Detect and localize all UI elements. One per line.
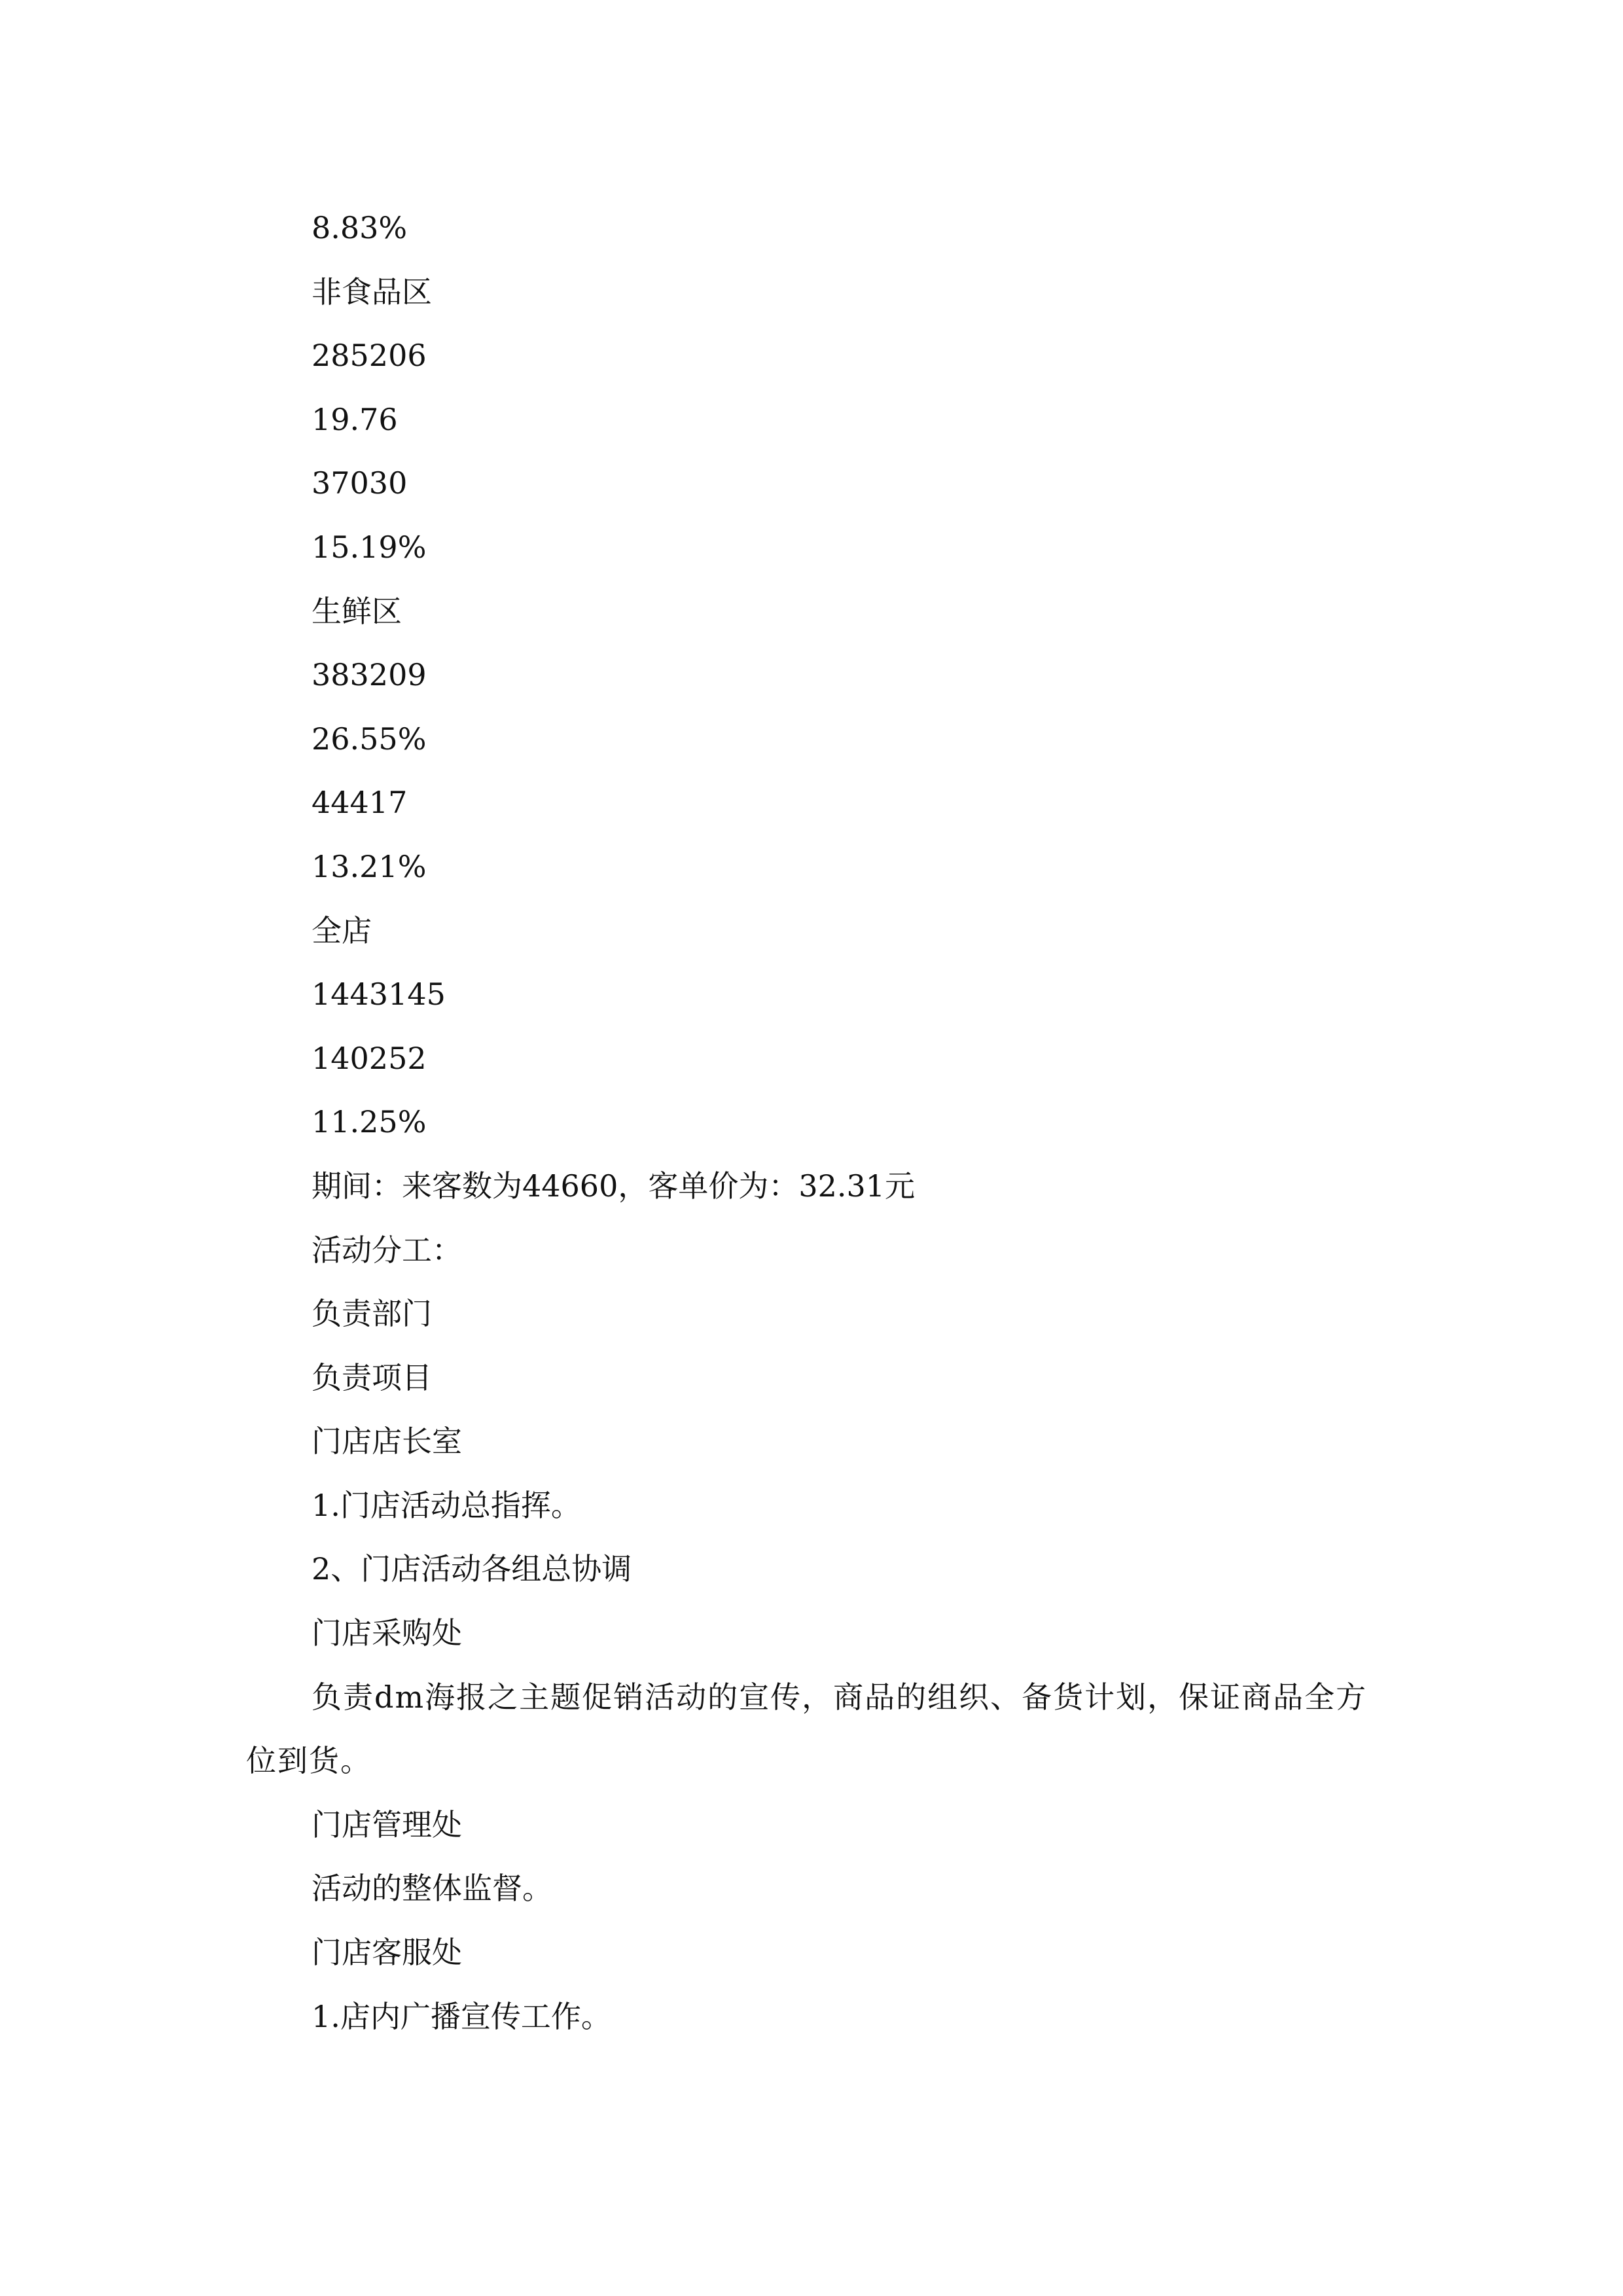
text-line-purchasing-dept: 门店采购处 <box>312 1615 462 1651</box>
text-line-rate-4: 13.21% <box>312 848 427 884</box>
text-line-manager-duty-2: 2、门店活动各组总协调 <box>312 1551 632 1587</box>
text-line-value-3: 37030 <box>312 465 408 501</box>
text-line-period-summary: 期间：来客数为44660，客单价为：32.31元 <box>312 1168 916 1204</box>
text-line-value-2: 19.76 <box>312 401 398 437</box>
text-line-value-7: 140252 <box>312 1040 427 1076</box>
document-body <box>246 196 1385 2049</box>
text-line-management-duty: 活动的整体监督。 <box>312 1871 552 1907</box>
text-line-item-header: 负责项目 <box>312 1359 432 1395</box>
text-line-rate-5: 11.25% <box>312 1104 427 1140</box>
text-line-service-duty-1: 1.店内广播宣传工作。 <box>312 1998 611 2034</box>
text-line-manager-office: 门店店长室 <box>312 1424 462 1460</box>
text-line-management-dept: 门店管理处 <box>312 1806 462 1842</box>
text-line-rate-1: 8.83% <box>312 210 408 245</box>
text-line-service-dept: 门店客服处 <box>312 1935 462 1971</box>
text-line-rate-3: 26.55% <box>312 721 427 757</box>
paragraph-purchasing-duty: 负责dm海报之主题促销活动的宣传，商品的组织、备货计划，保证商品全方位到货。 <box>246 1679 1368 1779</box>
text-line-rate-2: 15.19% <box>312 529 427 565</box>
text-line-value-1: 285206 <box>312 338 427 374</box>
text-line-fresh-zone: 生鲜区 <box>312 593 402 629</box>
text-line-value-5: 44417 <box>312 785 408 821</box>
text-line-dept-header: 负责部门 <box>312 1296 432 1332</box>
text-line-value-4: 383209 <box>312 657 427 693</box>
text-line-whole-store: 全店 <box>312 912 372 948</box>
text-line-nonfood-zone: 非食品区 <box>312 274 432 310</box>
text-line-division-heading: 活动分工： <box>312 1232 462 1268</box>
text-line-manager-duty-1: 1.门店活动总指挥。 <box>312 1487 581 1523</box>
text-line-value-6: 1443145 <box>312 977 446 1013</box>
